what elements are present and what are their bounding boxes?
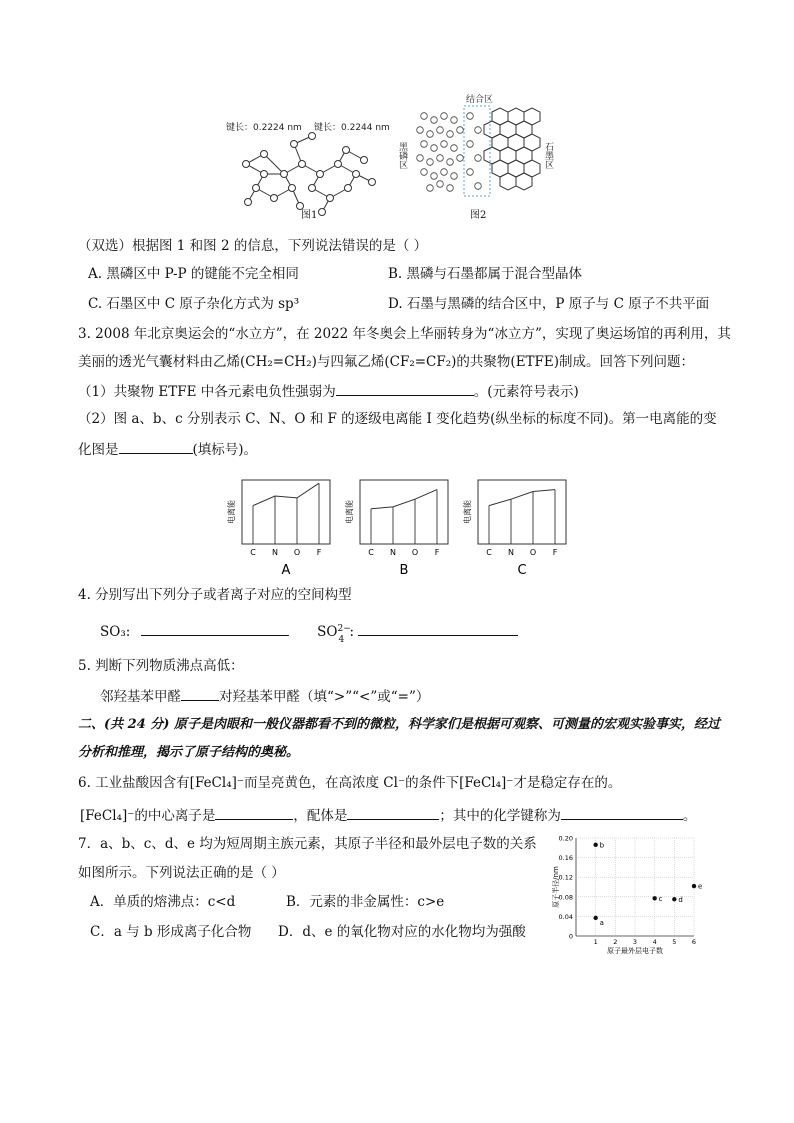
q5-stem: 5. 判断下列物质沸点高低：: [78, 658, 244, 674]
tick-label-F: F: [434, 548, 440, 557]
tick-label-C: C: [486, 548, 492, 557]
x-tick-label: 5: [672, 938, 677, 946]
tick-label-F: F: [316, 548, 322, 557]
so4-shape-blank[interactable]: [358, 621, 518, 636]
q2-option-d: D. 石墨与黑磷的结合区中，P 原子与 C 原子不共平面: [388, 296, 710, 312]
graphite-zone: [484, 108, 540, 190]
tick-label-O: O: [411, 548, 419, 557]
ionization-energy-charts: [228, 476, 588, 578]
so4-subscript: 4: [338, 634, 345, 645]
so4-colon: :: [349, 624, 355, 640]
x-tick-label: 4: [652, 938, 657, 946]
q3-sub2-suffix: (填标号)。: [192, 442, 258, 458]
point-c: [652, 896, 656, 900]
bond-length-left-label: 键长：0.2224 nm: [226, 123, 302, 133]
q2-option-c: C. 石墨区中 C 原子杂化方式为 sp³: [88, 296, 300, 312]
q6-part-3: ；其中的化学键称为: [439, 808, 561, 824]
q3-line-1: 3. 2008 年北京奥运会的“水立方”，在 2022 年冬奥会上华丽转身为“冰立方”，实现了奥运场馆的再利用，其: [78, 326, 731, 342]
bond-length-right-label: 键长：0.2244 nm: [314, 123, 390, 133]
q3-sub2-line-1: （2）图 a、b、c 分别表示 C、N、O 和 F 的逐级电离能 I 变化趋势(纵坐标的标度不同)。第一电离能的变: [78, 411, 717, 427]
tick-label-O: O: [293, 548, 301, 557]
y-tick-label: 0.04: [558, 912, 573, 921]
so3-label: SO₃:: [100, 624, 131, 640]
q3-sub1-answer-blank[interactable]: [336, 381, 474, 396]
tick-label-C: C: [250, 548, 256, 557]
y-tick-label: 0.08: [558, 893, 573, 902]
q6-blanks-line: [80, 805, 696, 825]
point-label-a: a: [599, 918, 604, 927]
trend-line: [253, 483, 319, 505]
tick-label-C: C: [368, 548, 374, 557]
q6-stem: 6. 工业盐酸因含有[FeCl₄]⁻而呈亮黄色，在高浓度 Cl⁻的条件下[FeCl₄]⁻才是稳定存在的。: [78, 775, 622, 791]
x-axis-label: 原子最外层电子数: [607, 947, 663, 955]
so4-label: [317, 623, 355, 645]
q5-answer-blank[interactable]: [181, 686, 219, 701]
q5-compare: [100, 686, 429, 706]
chart-caption: B: [399, 563, 409, 578]
q3-sub1-prefix: （1）共聚物 ETFE 中各元素电负性强弱为: [78, 384, 336, 400]
q7-option-a: A．单质的熔沸点：c<d: [90, 894, 236, 910]
chart-ylabel: 电离能: [463, 500, 472, 524]
point-label-e: e: [698, 882, 703, 891]
y-axis-label: 原子半径/nm: [552, 866, 560, 908]
chart-caption: C: [517, 563, 527, 578]
ie-chart-B: [344, 480, 448, 578]
chart-frame: [242, 480, 330, 544]
ie-chart-C: [462, 480, 566, 578]
y-tick-label: 0.16: [558, 854, 573, 863]
ie-chart-A: [226, 480, 330, 578]
y-tick-label: 0: [568, 932, 573, 941]
chart-ylabel: 电离能: [345, 500, 354, 524]
ligand-blank[interactable]: [347, 805, 439, 820]
atomic-radius-chart: [544, 830, 704, 960]
x-tick-label: 6: [691, 938, 697, 946]
point-label-d: d: [678, 895, 683, 904]
q7-stem-line-1: 7．a、b、c、d、e 均为短周期主族元素，其原子半径和最外层电子数的关系: [78, 836, 537, 852]
q2-stem: （双选）根据图 1 和图 2 的信息，下列说法错误的是（ ）: [78, 238, 428, 254]
chart-frame: [360, 480, 448, 544]
x-tick-label: 1: [593, 938, 598, 946]
tick-label-O: O: [529, 548, 537, 557]
x-tick-label: 3: [632, 938, 638, 946]
black-phosphorus-zone: [417, 113, 482, 192]
q2-option-a: A. 黑磷区中 P-P 的键能不完全相同: [88, 266, 299, 282]
q4-answers: [100, 621, 518, 645]
chart-caption: A: [281, 563, 291, 578]
black-phosphorus-zone-label: 黑磷区: [397, 142, 407, 169]
tick-label-N: N: [272, 548, 278, 557]
q5-left-compound: 邻羟基苯甲醛: [100, 689, 181, 705]
point-e: [692, 884, 696, 888]
q3-line-2: 美丽的透光气囊材料由乙烯(CH₂=CH₂)与四氟乙烯(CF₂=CF₂)的共聚物(ETFE)制成。回答下列问题：: [78, 354, 695, 370]
section-2-intro-line-1: 二、(共 24 分) 原子是肉眼和一般仪器都看不到的微粒，科学家们是根据可观察、可测量的宏观实验事实，经过: [78, 717, 720, 732]
trend-line: [489, 490, 555, 506]
q6-part-4: 。: [682, 808, 697, 824]
q7-stem-line-2: 如图所示。下列说法正确的是（ ）: [78, 865, 285, 881]
q7-option-c: C．a 与 b 形成离子化合物: [90, 924, 252, 940]
y-tick-label: 0.20: [558, 834, 573, 843]
central-ion-blank[interactable]: [215, 805, 293, 820]
so4-formula: SO: [317, 624, 338, 640]
q3-sub2-answer-blank[interactable]: [119, 439, 193, 454]
point-a: [593, 916, 597, 920]
point-label-b: b: [599, 841, 605, 850]
bond-type-blank[interactable]: [561, 805, 683, 820]
so3-shape-blank[interactable]: [141, 621, 289, 636]
x-tick-label: 2: [613, 938, 618, 946]
q7-option-b: B．元素的非金属性：c>e: [286, 894, 445, 910]
tick-label-N: N: [508, 548, 514, 557]
q6-part-1: [FeCl₄]⁻的中心离子是: [80, 808, 216, 824]
figure-2-heterostructure: [396, 90, 556, 208]
q4-stem: 4. 分别写出下列分子或者离子对应的空间构型: [78, 587, 352, 603]
q2-option-b: B. 黑磷与石墨都属于混合型晶体: [388, 266, 583, 282]
q3-sub1: [78, 381, 579, 401]
figure-1-caption: 图1: [301, 210, 318, 221]
trend-line: [371, 490, 437, 509]
q3-sub2-prefix: 化图是: [78, 442, 119, 458]
phosphorus-lattice: [243, 133, 376, 216]
so4-charge: 2−: [337, 623, 351, 634]
y-tick-label: 0.12: [558, 873, 573, 882]
bonding-zone-label: 结合区: [466, 95, 494, 105]
section-2-intro-line-2: 分析和推理，揭示了原子结构的奥秘。: [78, 745, 300, 760]
figure-1-black-phosphorus: [226, 116, 390, 220]
q6-part-2: ，配体是: [293, 808, 348, 824]
graphite-zone-label: 石墨区: [543, 142, 553, 169]
q7-option-d: D．d、e 的氧化物对应的水化物均为强酸: [278, 924, 526, 940]
tick-label-F: F: [552, 548, 558, 557]
q5-right-compound: 对羟基苯甲醛（填“>”“<”或“=”）: [219, 689, 430, 705]
point-b: [593, 843, 597, 847]
figure-2-caption: 图2: [470, 210, 487, 221]
point-d: [672, 897, 676, 901]
chart-ylabel: 电离能: [227, 500, 236, 524]
q3-sub2-line-2: [78, 439, 257, 459]
q3-sub1-suffix: 。(元素符号表示): [473, 384, 579, 400]
point-label-c: c: [658, 894, 663, 903]
tick-label-N: N: [390, 548, 396, 557]
